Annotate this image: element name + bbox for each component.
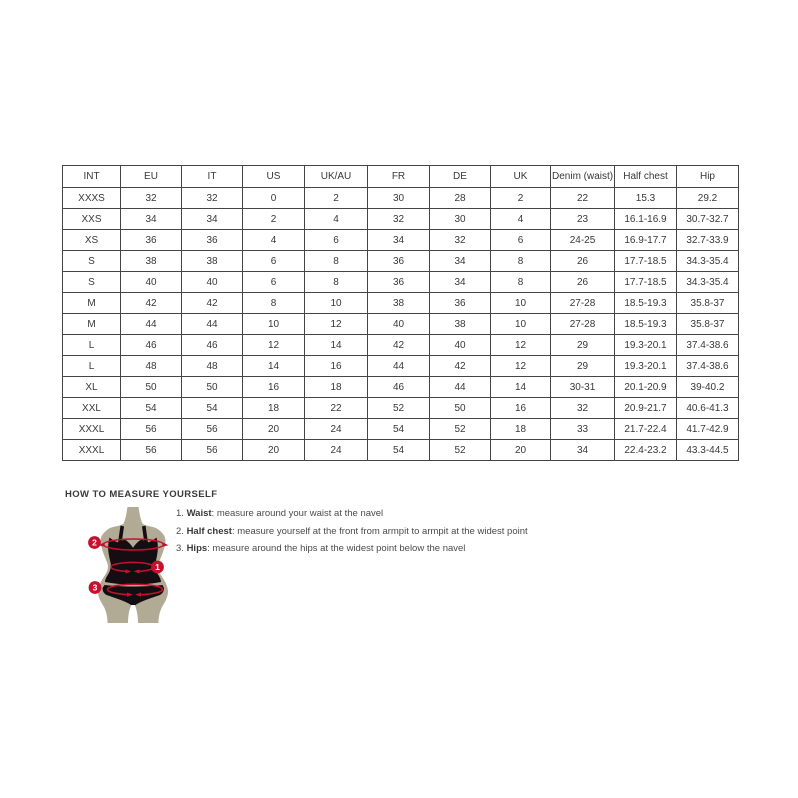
table-cell: 42 <box>430 356 491 377</box>
column-header: INT <box>63 166 121 188</box>
table-cell: 18.5-19.3 <box>615 293 677 314</box>
table-cell: 4 <box>243 230 305 251</box>
badge-hips-number: 3 <box>92 582 98 593</box>
table-cell: 36 <box>430 293 491 314</box>
table-row <box>63 419 739 440</box>
table-cell: 8 <box>243 293 305 314</box>
table-row <box>63 272 739 293</box>
table-cell: 38 <box>182 251 243 272</box>
table-cell: 26 <box>551 251 615 272</box>
table-cell: 35.8-37 <box>677 293 739 314</box>
table-cell: 38 <box>368 293 430 314</box>
table-cell: 24 <box>305 419 368 440</box>
table-cell: 32 <box>430 230 491 251</box>
table-cell: 46 <box>121 335 182 356</box>
table-cell: 40.6-41.3 <box>677 398 739 419</box>
table-cell: 29.2 <box>677 188 739 209</box>
table-cell: 8 <box>491 251 551 272</box>
table-cell: 20 <box>491 440 551 461</box>
table-cell: S <box>63 251 121 272</box>
table-cell: L <box>63 335 121 356</box>
column-header: IT <box>182 166 243 188</box>
table-cell: XXXS <box>63 188 121 209</box>
table-cell: 10 <box>491 293 551 314</box>
column-header: Denim (waist) <box>551 166 615 188</box>
column-header: DE <box>430 166 491 188</box>
table-cell: 40 <box>121 272 182 293</box>
table-cell: 12 <box>305 314 368 335</box>
table-cell: 28 <box>430 188 491 209</box>
table-cell: 48 <box>121 356 182 377</box>
table-cell: 36 <box>368 251 430 272</box>
table-cell: 0 <box>243 188 305 209</box>
table-cell: 37.4-38.6 <box>677 335 739 356</box>
table-cell: 32 <box>551 398 615 419</box>
table-cell: M <box>63 314 121 335</box>
badge-waist-number: 1 <box>155 562 160 573</box>
table-cell: 19.3-20.1 <box>615 335 677 356</box>
table-cell: 20.1-20.9 <box>615 377 677 398</box>
table-cell: 56 <box>182 419 243 440</box>
table-cell: 36 <box>368 272 430 293</box>
table-cell: 42 <box>368 335 430 356</box>
table-cell: 56 <box>121 440 182 461</box>
measure-section-title: HOW TO MEASURE YOURSELF <box>65 489 218 500</box>
table-row <box>63 398 739 419</box>
table-cell: 50 <box>121 377 182 398</box>
table-cell: 20 <box>243 440 305 461</box>
table-cell: 44 <box>368 356 430 377</box>
table-cell: 2 <box>305 188 368 209</box>
table-cell: 34 <box>182 209 243 230</box>
table-cell: 27-28 <box>551 293 615 314</box>
table-cell: 32 <box>182 188 243 209</box>
table-cell: 19.3-20.1 <box>615 356 677 377</box>
column-header: US <box>243 166 305 188</box>
table-cell: 17.7-18.5 <box>615 272 677 293</box>
table-cell: XS <box>63 230 121 251</box>
table-cell: 14 <box>243 356 305 377</box>
column-header: UK <box>491 166 551 188</box>
table-cell: 22 <box>305 398 368 419</box>
table-cell: 38 <box>121 251 182 272</box>
table-cell: 14 <box>305 335 368 356</box>
table-cell: 36 <box>121 230 182 251</box>
table-cell: 24-25 <box>551 230 615 251</box>
table-cell: 42 <box>182 293 243 314</box>
table-cell: 12 <box>243 335 305 356</box>
measure-instruction: 2. Half chest: measure yourself at the front from armpit to armpit at the widest point <box>176 525 528 537</box>
table-cell: 12 <box>491 356 551 377</box>
table-cell: 30.7-32.7 <box>677 209 739 230</box>
table-cell: XL <box>63 377 121 398</box>
table-cell: 18 <box>305 377 368 398</box>
table-cell: 46 <box>182 335 243 356</box>
table-row <box>63 209 739 230</box>
table-cell: 8 <box>305 251 368 272</box>
table-row <box>63 251 739 272</box>
table-cell: 44 <box>182 314 243 335</box>
table-cell: 34 <box>368 230 430 251</box>
table-cell: 56 <box>182 440 243 461</box>
table-row <box>63 188 739 209</box>
table-cell: 18 <box>491 419 551 440</box>
table-cell: 52 <box>430 440 491 461</box>
table-cell: 17.7-18.5 <box>615 251 677 272</box>
measure-instruction: 1. Waist: measure around your waist at the navel <box>176 508 384 519</box>
table-cell: 16.9-17.7 <box>615 230 677 251</box>
column-header: FR <box>368 166 430 188</box>
table-cell: 6 <box>243 251 305 272</box>
table-row <box>63 377 739 398</box>
table-cell: 29 <box>551 335 615 356</box>
table-cell: 24 <box>305 440 368 461</box>
measure-instructions <box>176 505 528 558</box>
table-cell: 32 <box>121 188 182 209</box>
table-cell: 14 <box>491 377 551 398</box>
table-row <box>63 293 739 314</box>
table-cell: 22 <box>551 188 615 209</box>
table-cell: 16 <box>491 398 551 419</box>
column-header: UK/AU <box>305 166 368 188</box>
table-cell: XXXL <box>63 440 121 461</box>
table-cell: 21.7-22.4 <box>615 419 677 440</box>
column-header: EU <box>121 166 182 188</box>
size-chart-header-row <box>63 166 739 188</box>
table-cell: 36 <box>182 230 243 251</box>
table-cell: 37.4-38.6 <box>677 356 739 377</box>
table-cell: 46 <box>368 377 430 398</box>
table-cell: 29 <box>551 356 615 377</box>
table-cell: 8 <box>305 272 368 293</box>
table-cell: 30 <box>430 209 491 230</box>
table-row <box>63 230 739 251</box>
table-cell: 16.1-16.9 <box>615 209 677 230</box>
table-cell: 33 <box>551 419 615 440</box>
table-cell: 34.3-35.4 <box>677 272 739 293</box>
table-cell: 38 <box>430 314 491 335</box>
table-cell: 56 <box>121 419 182 440</box>
table-cell: 6 <box>305 230 368 251</box>
measure-figure <box>85 504 173 626</box>
table-cell: 10 <box>243 314 305 335</box>
table-row <box>63 314 739 335</box>
table-row <box>63 356 739 377</box>
table-cell: 30-31 <box>551 377 615 398</box>
table-cell: 15.3 <box>615 188 677 209</box>
table-cell: 22.4-23.2 <box>615 440 677 461</box>
table-cell: XXS <box>63 209 121 230</box>
table-cell: 18 <box>243 398 305 419</box>
table-cell: 34 <box>430 272 491 293</box>
table-cell: 23 <box>551 209 615 230</box>
table-cell: 54 <box>121 398 182 419</box>
table-cell: 20 <box>243 419 305 440</box>
badge-chest-number: 2 <box>92 537 97 548</box>
table-cell: 30 <box>368 188 430 209</box>
table-cell: 10 <box>305 293 368 314</box>
table-cell: 27-28 <box>551 314 615 335</box>
table-cell: 8 <box>491 272 551 293</box>
table-cell: 32.7-33.9 <box>677 230 739 251</box>
table-cell: 54 <box>368 440 430 461</box>
table-cell: 4 <box>491 209 551 230</box>
table-cell: XXL <box>63 398 121 419</box>
table-cell: 43.3-44.5 <box>677 440 739 461</box>
table-cell: 44 <box>121 314 182 335</box>
table-cell: L <box>63 356 121 377</box>
table-cell: 48 <box>182 356 243 377</box>
table-cell: 54 <box>182 398 243 419</box>
measure-instruction: 3. Hips: measure around the hips at the widest point below the navel <box>176 543 466 554</box>
table-cell: 32 <box>368 209 430 230</box>
table-cell: 20.9-21.7 <box>615 398 677 419</box>
table-cell: 26 <box>551 272 615 293</box>
table-cell: M <box>63 293 121 314</box>
table-cell: 34 <box>430 251 491 272</box>
table-cell: 40 <box>430 335 491 356</box>
column-header: Hip <box>677 166 739 188</box>
table-cell: 34.3-35.4 <box>677 251 739 272</box>
table-cell: 34 <box>551 440 615 461</box>
table-cell: S <box>63 272 121 293</box>
table-cell: 54 <box>368 419 430 440</box>
table-cell: 39-40.2 <box>677 377 739 398</box>
table-cell: 52 <box>368 398 430 419</box>
table-cell: 4 <box>305 209 368 230</box>
table-cell: 34 <box>121 209 182 230</box>
table-row <box>63 335 739 356</box>
table-cell: 50 <box>430 398 491 419</box>
column-header: Half chest <box>615 166 677 188</box>
table-cell: 12 <box>491 335 551 356</box>
size-chart-body <box>63 188 739 461</box>
table-cell: XXXL <box>63 419 121 440</box>
table-cell: 52 <box>430 419 491 440</box>
table-cell: 42 <box>121 293 182 314</box>
table-cell: 2 <box>491 188 551 209</box>
size-chart-table <box>62 165 739 461</box>
table-cell: 50 <box>182 377 243 398</box>
table-cell: 16 <box>305 356 368 377</box>
table-row <box>63 440 739 461</box>
table-cell: 16 <box>243 377 305 398</box>
table-cell: 18.5-19.3 <box>615 314 677 335</box>
table-cell: 41.7-42.9 <box>677 419 739 440</box>
table-cell: 6 <box>243 272 305 293</box>
table-cell: 10 <box>491 314 551 335</box>
table-cell: 6 <box>491 230 551 251</box>
table-cell: 40 <box>182 272 243 293</box>
table-cell: 40 <box>368 314 430 335</box>
table-cell: 2 <box>243 209 305 230</box>
table-cell: 35.8-37 <box>677 314 739 335</box>
table-cell: 44 <box>430 377 491 398</box>
